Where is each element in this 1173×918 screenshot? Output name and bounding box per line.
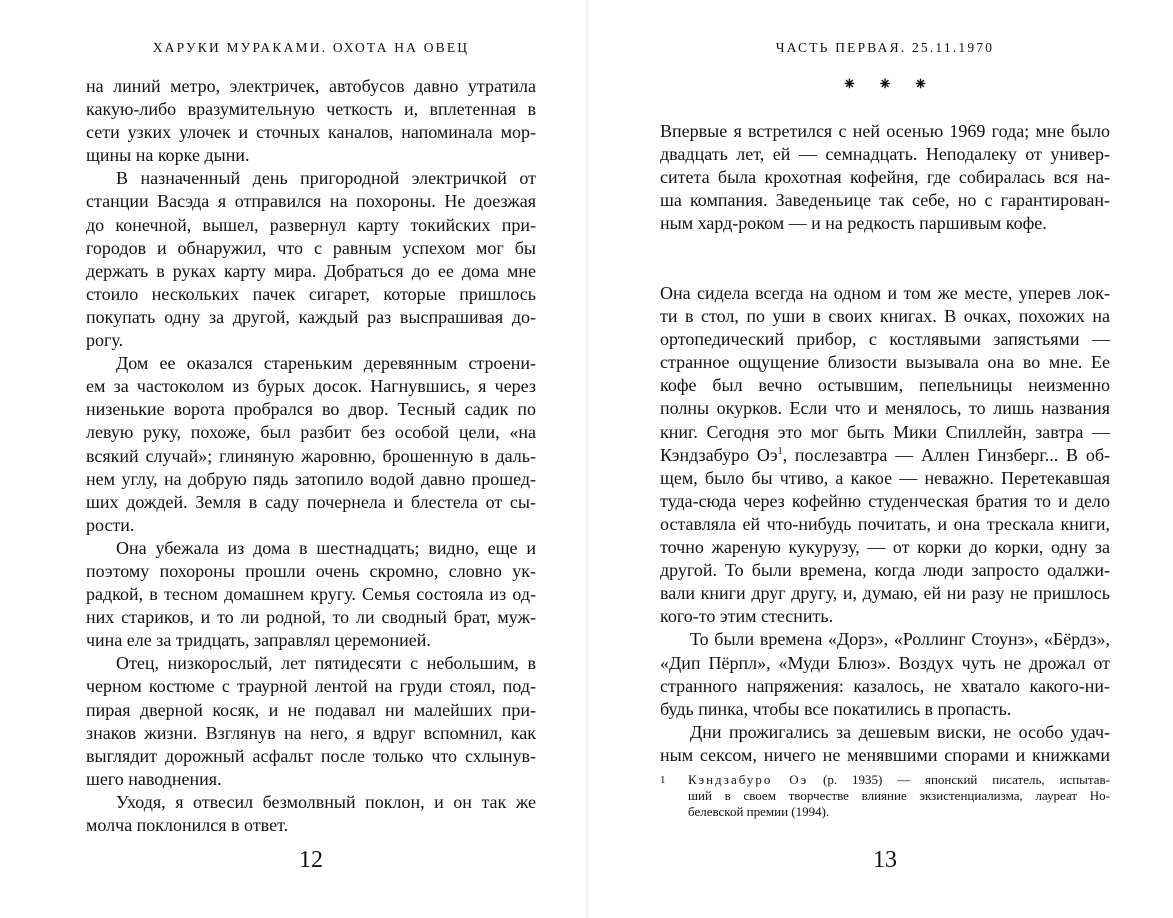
- text-line: ших дождей. Земля в саду почернела и блестела от сы-: [86, 491, 536, 512]
- text-line: полны окурков. Если что и менялось, то лишь названия: [660, 398, 1110, 419]
- right-page-number: 13: [873, 847, 897, 873]
- text-line: молча поклонился в ответ.: [86, 815, 289, 835]
- text-line: всякий случай»; глиняную жаровню, брошенную в даль-: [86, 445, 536, 466]
- left-running-head: ХАРУКИ МУРАКАМИ. ОХОТА НА ОВЕЦ: [152, 40, 470, 55]
- text-line: странного напряжения: казалось, не хватало какого-ни-: [660, 675, 1110, 696]
- text-line: Она сидела всегда на одном и том же месте, уперев лок-: [660, 283, 1110, 303]
- text-line: выглядит дорожный асфальт после только что схлынув-: [86, 745, 536, 766]
- text-line: какую-либо вразумительную четкость и, вплетенная в: [86, 99, 536, 120]
- text-line: туда-сюда через кофейню студенческая братия то и дело: [660, 490, 1110, 511]
- text-line: поэтому похороны прошли очень скромно, словно ук-: [86, 560, 536, 581]
- text-line: черном костюме с траурной лентой на груди стоял, под-: [86, 676, 536, 697]
- text-line: рости.: [86, 514, 135, 535]
- left-body-text: [86, 75, 536, 837]
- text-line: держать в руках карту мира. Добраться до ее дома мне: [86, 260, 536, 281]
- left-page-number: 12: [299, 847, 323, 873]
- text-fragment: , послезавтра — Аллен Гинзберг... В об-: [782, 444, 1110, 465]
- text-line: Она убежала из дома в шестнадцать; видно, еще и: [116, 537, 536, 558]
- text-line: кого-то этим стеснить.: [660, 606, 834, 627]
- text-line: покупать одну за другой, каждый раз выспрашивая до-: [86, 306, 536, 327]
- text-line: станции Васэда я отправился на похороны. Не доезжая: [86, 191, 536, 212]
- footnote-body: [688, 772, 1110, 820]
- left-page: [86, 0, 536, 918]
- footnote-line: ший в своем творчестве влияние экзистенциализма, лауреат Но-: [688, 788, 1110, 803]
- right-running-head: ЧАСТЬ ПЕРВАЯ. 25.11.1970: [775, 40, 995, 55]
- text-line: ша компания. Заведеньице так себе, но с гарантирован-: [660, 190, 1110, 211]
- text-line: другой. То были времена, когда люди запросто одалжи-: [660, 560, 1110, 581]
- footnote-line: белевской премии (1994).: [688, 804, 830, 819]
- text-line: щем, было бы чтиво, а какое — неважно. Перетекавшая: [660, 467, 1110, 488]
- text-line: оставляла ей что-нибудь почитать, и она трескала книги,: [660, 513, 1110, 534]
- separator-star: ⁕: [877, 74, 893, 94]
- text-line: Уходя, я отвесил безмолвный поклон, и он так же: [116, 791, 536, 812]
- text-line: двадцать лет, ей — семнадцать. Неподалеку от универ-: [660, 144, 1110, 165]
- right-body-block-1: [660, 120, 1110, 235]
- text-fragment: Кэндзабуро Оэ: [660, 444, 778, 465]
- text-line: них стариков, и то ли родной, то ли сводный брат, муж-: [86, 607, 536, 628]
- text-line: чина еле за тридцать, заправлял церемонией.: [86, 630, 431, 651]
- footnote-text: (р. 1935) — японский писатель, испытав-: [808, 772, 1110, 787]
- footnote-mark: 1: [660, 774, 666, 786]
- section-separator: [660, 74, 1110, 95]
- text-line: щины на корке дыни.: [86, 145, 250, 166]
- text-line: Дом ее оказался стареньким деревянным строени-: [116, 353, 536, 374]
- right-body-block-2: [660, 282, 1110, 767]
- book-gutter: [584, 0, 590, 918]
- text-line: В назначенный день пригородной электричкой от: [116, 168, 536, 189]
- text-line: рогу.: [86, 330, 124, 351]
- text-line: ным сексом, ничего не менявшими спорами и книжками: [660, 744, 1110, 765]
- text-line: странное ощущение близости вызывала она во мне. Ее: [660, 352, 1110, 373]
- text-line: вали книги друг другу, и, думаю, ей ни разу не пришлось: [660, 583, 1110, 604]
- text-line: кофе был вечно остывшим, пепельницы неизменно: [660, 375, 1110, 396]
- text-line: книг. Сегодня это мог быть Мики Спиллейн, завтра —: [660, 421, 1110, 442]
- text-line: Отец, низкорослый, лет пятидесяти с небольшим, в: [116, 653, 536, 674]
- text-line: нем углу, на добрую пядь затопило водой давно прошед-: [86, 468, 536, 489]
- footnote-reference: 1: [777, 445, 783, 457]
- text-line: Дни прожигались за дешевым виски, не особо удач-: [690, 721, 1110, 742]
- separator-star: ⁕: [913, 74, 929, 94]
- text-line: «Дип Пёрпл», «Муди Блюз». Воздух чуть не дрожал от: [660, 652, 1110, 673]
- text-line: точно жареную кукурузу, — от корки до корки, одну за: [660, 537, 1110, 558]
- text-line: ортопедический прибор, с костлявыми запястьями —: [660, 329, 1110, 350]
- footnote-author-name: Кэндзабуро Оэ: [688, 772, 809, 787]
- text-line: сети узких улочек и сточных каналов, напоминала мор-: [86, 122, 536, 143]
- text-line: на линий метро, электричек, автобусов давно утратила: [86, 76, 536, 96]
- text-line: [660, 444, 1110, 467]
- text-line: знаков жизни. Взглянув на него, я вдруг вспомнил, как: [86, 722, 536, 743]
- text-line: городов и обнаружил, что с равным успехом мог бы: [86, 237, 536, 258]
- text-line: до конечной, вышел, развернул карту токийских при-: [86, 214, 536, 235]
- text-line: То были времена «Дорз», «Роллинг Стоунз», «Бёрдз»,: [690, 629, 1110, 650]
- text-line: Впервые я встретился с ней осенью 1969 года; мне было: [660, 121, 1110, 141]
- separator-star: ⁕: [841, 74, 857, 94]
- text-line: шего наводнения.: [86, 768, 222, 789]
- text-line: радкой, в тесном домашнем кругу. Семья состояла из од-: [86, 584, 536, 605]
- footnote-line: [688, 772, 1110, 788]
- right-page: [660, 0, 1110, 918]
- footnote: [660, 772, 1110, 820]
- text-line: ситета была крохотная кофейня, где собиралась вся на-: [660, 167, 1110, 188]
- text-line: пирая дверной косяк, и не подавал ни малейших при-: [86, 699, 536, 720]
- text-line: ем за частоколом из бурых досок. Нагнувшись, я через: [86, 376, 536, 397]
- text-line: ным хард-роком — и на редкость паршивым кофе.: [660, 213, 1047, 234]
- text-line: ти в стол, по уши в своих книгах. В очках, похожих на: [660, 306, 1110, 327]
- text-line: левую руку, похоже, был разбит без особой цели, «на: [86, 422, 536, 443]
- text-line: стоило нескольких пачек сигарет, которые пришлось: [86, 283, 536, 304]
- text-line: низенькие ворота пробрался во двор. Тесный садик по: [86, 399, 536, 420]
- text-line: будь пинка, чтобы все покатились в пропасть.: [660, 698, 1012, 719]
